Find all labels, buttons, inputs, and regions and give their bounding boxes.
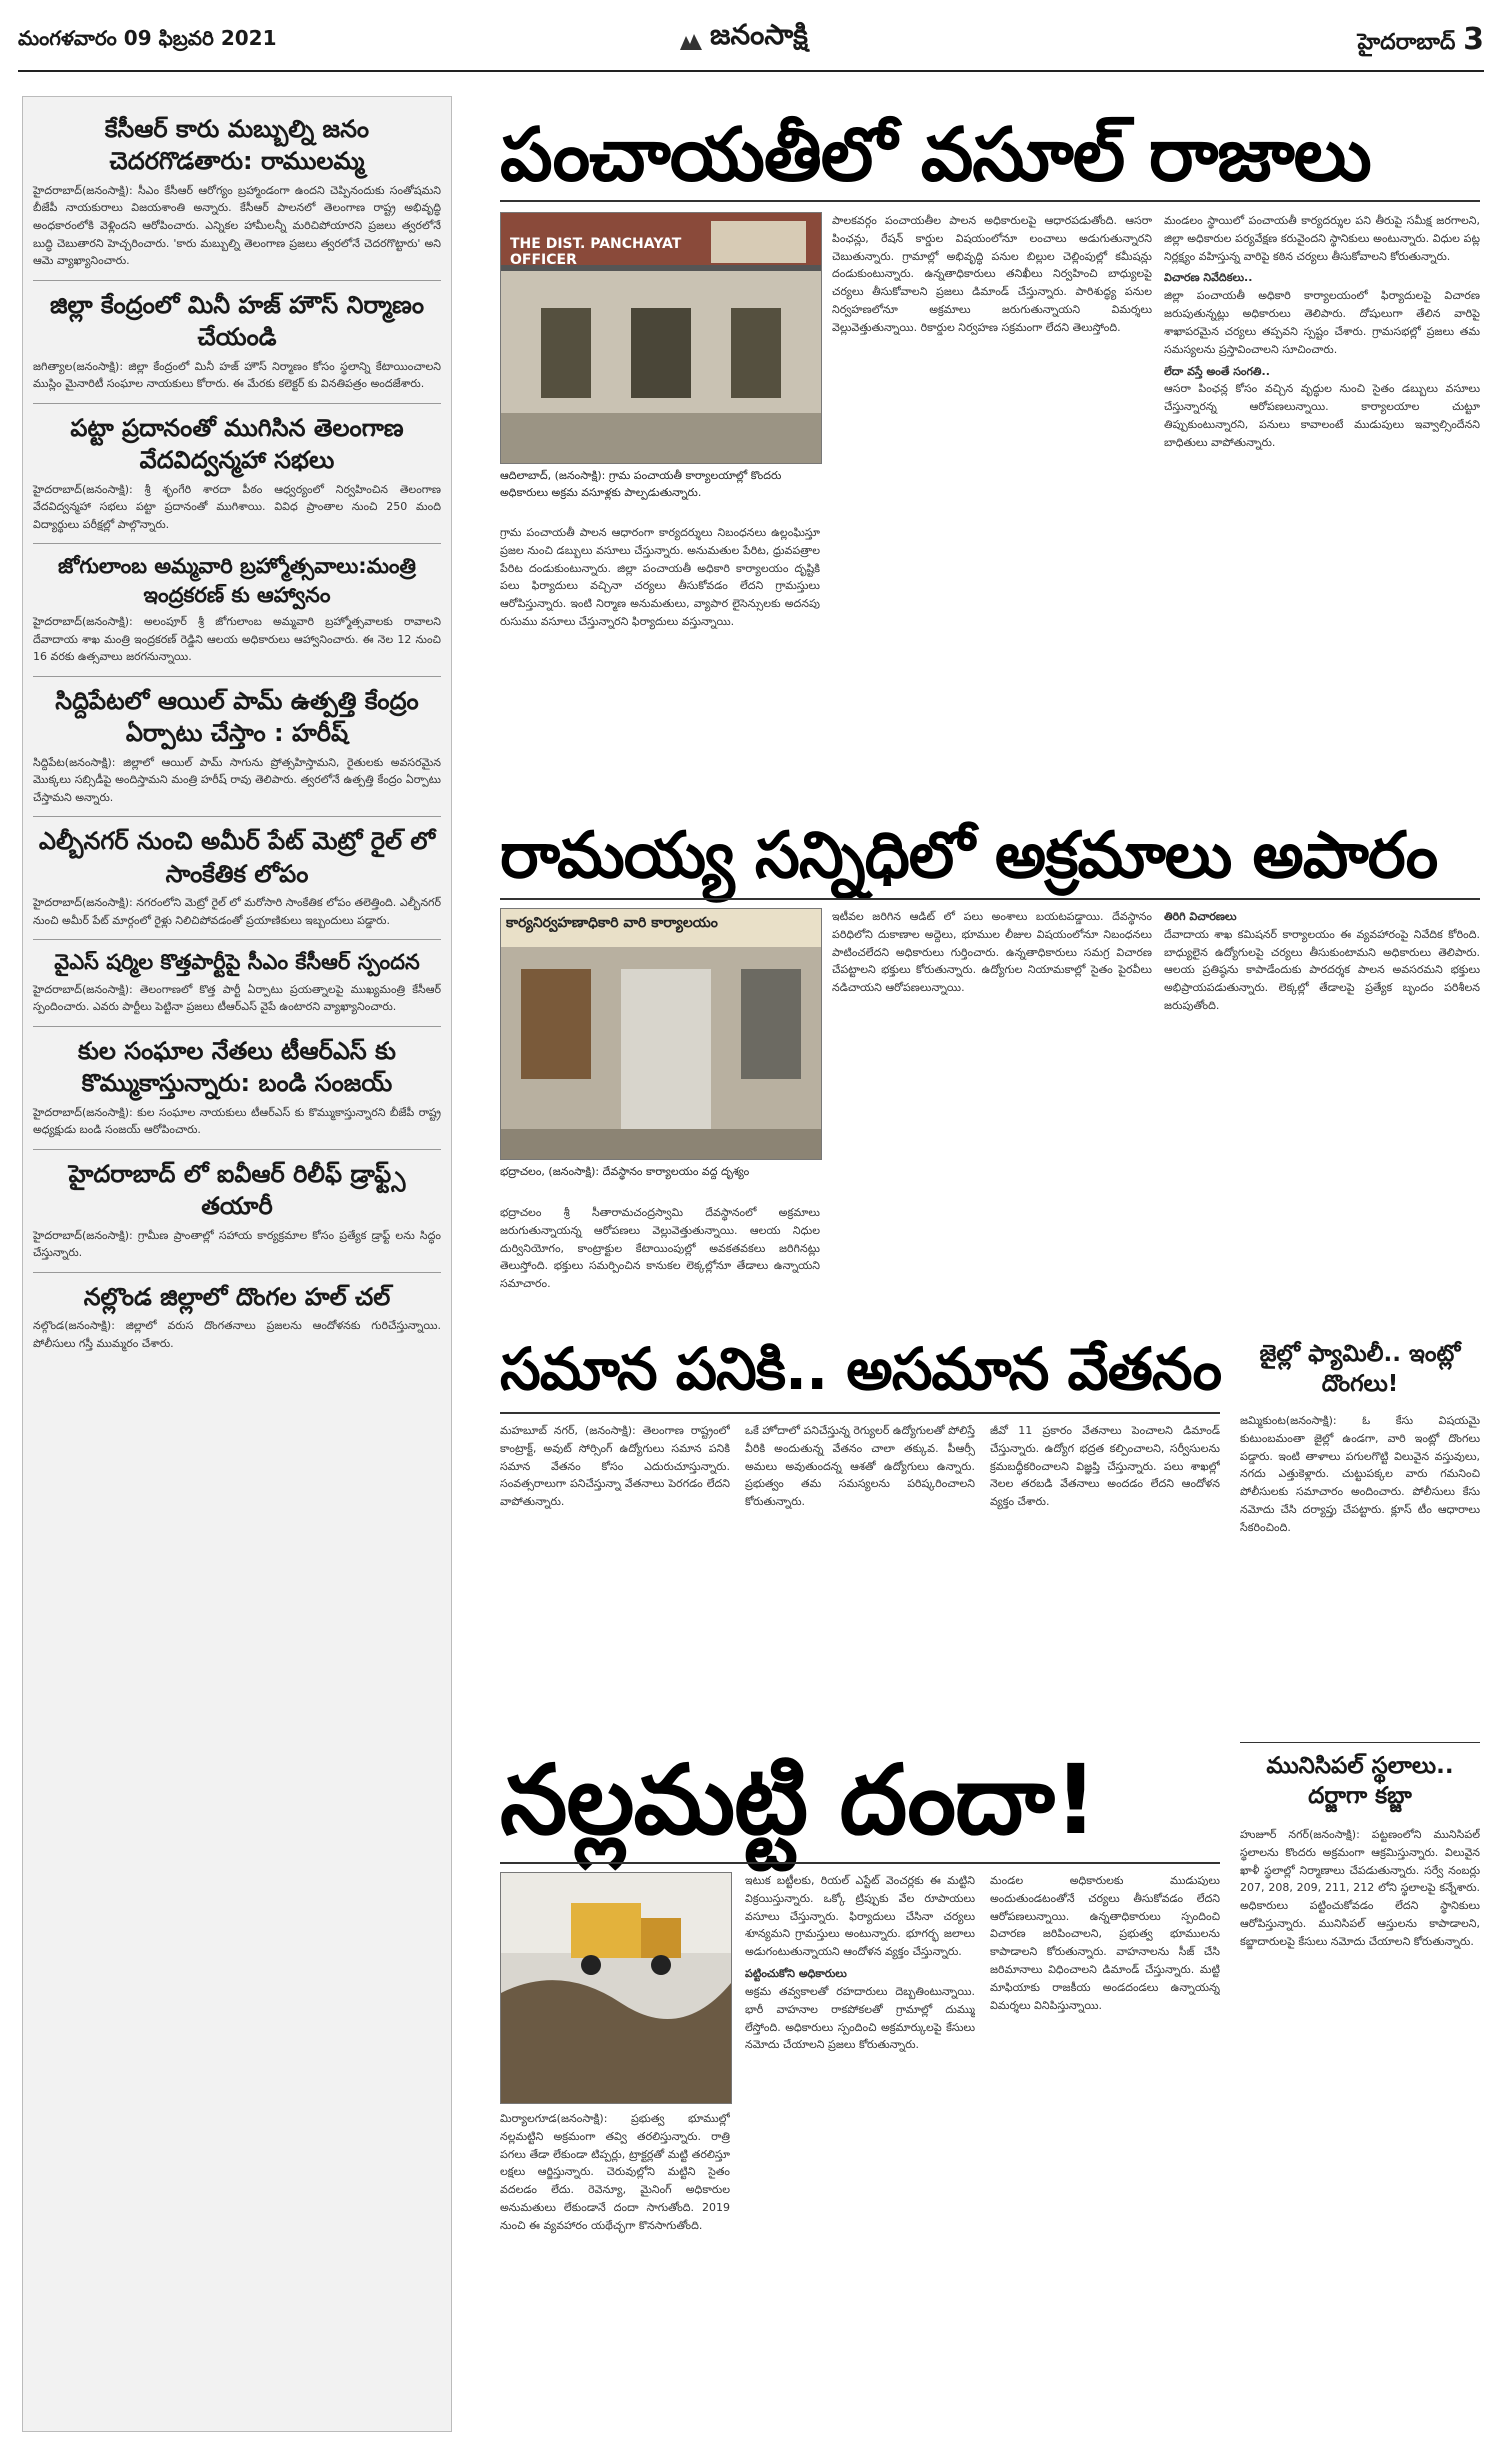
rule xyxy=(500,898,1480,900)
rule xyxy=(500,1862,1220,1864)
header-city-page xyxy=(1357,22,1484,60)
story5-text: హుజూర్ నగర్(జనంసాక్షి): పట్టణంలోని మునిసిపల్ స్థలాలను కొందరు అక్రమంగా ఆక్రమిస్తున్నారు. విలువైన ఖాళీ స్థలాల్లో నిర్మాణాలు చేపడుతున్నారు. సర్వే నంబర్లు 207, 208, 209, 211, 212 లోని స్థలాలపై కన్నేశారు. అధికారులు పట్టించుకోవడం లేదని స్థానికులు ఆరోపిస్తున్నారు. మునిసిపల్ ఆస్తులను కాపాడాలని, కబ్జాదారులపై కేసులు నమోదు చేయాలని కోరుతున్నారు. xyxy=(1240,1828,1480,1948)
story1-headline: పంచాయతీలో వసూల్ రాజాలు xyxy=(500,112,1371,198)
left-news-column xyxy=(22,96,452,2432)
left-text: హైదరాబాద్(జనంసాక్షి): గ్రామీణ ప్రాంతాల్లో సహాయ కార్యక్రమాల కోసం ప్రత్యేక డ్రాఫ్ట్ లను సిద్ధం చేస్తున్నారు. xyxy=(33,1228,441,1260)
story1-col3-text: మండలం స్థాయిలో పంచాయతీ కార్యదర్శుల పని తీరుపై సమీక్ష జరగాలని, జిల్లా అధికారుల పర్యవేక్షణ కరువైందని స్థానికులు అంటున్నారు. విధుల పట్ల నిర్లక్ష్యం వహిస్తున్న వారిపై కఠిన చర్యలు తీసుకోవాలని కోరుతున్నారు. xyxy=(1164,214,1480,263)
story6-photo xyxy=(500,1872,732,2104)
story1-subhead: విచారణ నివేదికలు.. xyxy=(1164,271,1253,285)
left-text: నల్గొండ(జనంసాక్షి): జిల్లాలో వరుస దొంగతనాలు ప్రజలను ఆందోళనకు గురిచేస్తున్నాయి. పోలీసులు గస్తీ ముమ్మరం చేశారు. xyxy=(33,1319,441,1350)
left-headline: వైఎస్ షర్మిల కొత్తపార్టీపై సీఎం కేసీఆర్ స్పందన xyxy=(54,950,420,975)
story5-headline: మునిసిపల్ స్థలాలు.. దర్జాగా కబ్జా xyxy=(1266,1753,1454,1809)
story1-col1: గ్రామ పంచాయతీ పాలన ఆధారంగా కార్యదర్శులు నిబంధనలు ఉల్లంఘిస్తూ ప్రజల నుంచి డబ్బులు వసూలు చేస్తున్నారు. అనుమతుల పేరిట, ధ్రువపత్రాల పేరిట దండుకుంటున్నారు. జిల్లా పంచాయతీ అధికారి కార్యాలయం దృష్టికి పలు ఫిర్యాదులు వచ్చినా చర్యలు తీసుకోవడం లేదని గ్రామస్తులు ఆరోపిస్తున్నారు. ఇంటి నిర్మాణ అనుమతులు, వ్యాపార లైసెన్సులకు అదనపు రుసుము వసూలు చేస్తున్నారని ఫిర్యాదులు వస్తున్నాయి. xyxy=(500,526,820,629)
truck-soil-image xyxy=(501,1873,731,2103)
story1-caption: ఆదిలాబాద్, (జనంసాక్షి): గ్రామ పంచాయతీ కార్యాలయాల్లో కొందరు అధికారులు అక్రమ వసూళ్లకు పాల్పడుతున్నారు. xyxy=(500,469,782,499)
story2-subhead: తిరిగి విచారణలు xyxy=(1164,910,1237,923)
left-headline: జోగులాంబ అమ్మవారి బ్రహ్మోత్సవాలు:మంత్రి ఇంద్రకరణ్ కు ఆహ్వానం xyxy=(58,554,416,607)
left-headline: నల్లొండ జిల్లాలో దొంగల హల్ చల్ xyxy=(83,1282,391,1311)
story6-col1: మిర్యాలగూడ(జనంసాక్షి): ప్రభుత్వ భూముల్లో నల్లమట్టిని అక్రమంగా తవ్వి తరలిస్తున్నారు. రాత్రి పగలు తేడా లేకుండా టిప్పర్లు, ట్రాక్టర్లతో మట్టి తరలిస్తూ లక్షలు ఆర్జిస్తున్నారు. చెరువుల్లోని మట్టిని సైతం వదలడం లేదు. రెవెన్యూ, మైనింగ్ అధికారుల అనుమతులు లేకుండానే దందా సాగుతోంది. 2019 నుంచి ఈ వ్యవహారం యథేచ్ఛగా కొనసాగుతోంది. xyxy=(500,2112,730,2232)
story4-text: జమ్మికుంట(జనంసాక్షి): ఓ కేసు విషయమై కుటుంబమంతా జైల్లో ఉండగా, వారి ఇంట్లో దొంగలు పడ్డారు. ఇంటి తాళాలు పగులగొట్టి విలువైన వస్తువులు, నగదు ఎత్తుకెళ్లారు. చుట్టుపక్కల వారు గమనించి పోలీసులకు సమాచారం అందించారు. పోలీసులు కేసు నమోదు చేసి దర్యాప్తు చేపట్టారు. క్లూస్ టీం ఆధారాలు సేకరించింది. xyxy=(1240,1414,1480,1534)
story2-col2: ఇటీవల జరిగిన ఆడిట్ లో పలు అంశాలు బయటపడ్డాయి. దేవస్థానం పరిధిలోని దుకాణాల అద్దెలు, భూముల లీజుల విషయంలోనూ నిబంధనలు పాటించలేదని అధికారులు గుర్తించారు. ఉన్నతాధికారులు సమగ్ర విచారణ చేపట్టాలని భక్తులు కోరుతున్నారు. ఉద్యోగుల నియామకాల్లో సైతం పైరవీలు నడిచాయని ఆరోపణలున్నాయి. xyxy=(832,910,1152,995)
photo-sign: కార్యనిర్వహణాధికారి వారి కార్యాలయం xyxy=(506,915,718,931)
header-date: మంగళవారం 09 ఫిబ్రవరి 2021 xyxy=(18,26,277,50)
divider xyxy=(33,676,441,677)
page-header xyxy=(18,0,1484,70)
photo-sign: THE DIST. PANCHAYAT OFFICER xyxy=(510,236,682,268)
left-headline: హైదరాబాద్ లో ఐవీఆర్ రిలీఫ్ డ్రాఫ్ట్స్ తయారీ xyxy=(68,1159,406,1221)
story6-col2-text: ఇటుక బట్టీలకు, రియల్ ఎస్టేట్ వెంచర్లకు ఈ మట్టిని విక్రయిస్తున్నారు. ఒక్కో ట్రిప్పుకు వేల రూపాయలు వసూలు చేస్తున్నారు. ఫిర్యాదులు చేసినా చర్యలు శూన్యమని గ్రామస్తులు అంటున్నారు. భూగర్భ జలాలు అడుగంటుతున్నాయని ఆందోళన వ్యక్తం చేస్తున్నారు. xyxy=(745,1874,975,1959)
divider xyxy=(33,403,441,404)
story1-subhead: లేదా వస్తే అంతే సంగతి.. xyxy=(1164,364,1270,378)
story3-headline: సమాన పనికి.. అసమాన వేతనం xyxy=(500,1335,1221,1403)
divider xyxy=(33,816,441,817)
story2-headline: రామయ్య సన్నిధిలో అక్రమాలు అపారం xyxy=(500,819,1438,893)
left-headline: కేసీఆర్ కారు మబ్బుల్ని జనం చెదరగొడతారు: రాములమ్మ xyxy=(104,115,370,176)
masthead xyxy=(678,18,808,58)
story2-col3 xyxy=(1164,908,1480,1328)
header-rule xyxy=(18,70,1484,72)
divider xyxy=(33,543,441,544)
divider xyxy=(33,1272,441,1273)
left-text: హైదరాబాద్(జనంసాక్షి): అలంపూర్ శ్రీ జోగులాంబ అమ్మవారి బ్రహ్మోత్సవాలకు రావాలని దేవాదాయ శాఖ మంత్రి ఇంద్రకరణ్ రెడ్డిని ఆలయ అధికారులు ఆహ్వానించారు. ఈ నెల 12 నుంచి 16 వరకు ఉత్సవాలు జరగనున్నాయి. xyxy=(33,614,441,664)
header-city: హైదరాబాద్ xyxy=(1357,30,1456,55)
story6-col2 xyxy=(745,1872,975,2430)
temple-office-image xyxy=(501,909,821,1159)
rule xyxy=(1240,1742,1480,1743)
divider xyxy=(33,939,441,940)
left-text: హైదరాబాద్(జనంసాక్షి): శ్రీ శృంగేరి శారదా పీఠం ఆధ్వర్యంలో నిర్వహించిన తెలంగాణ వేదవిద్వన్మహా సభలు పట్టా ప్రదానంతో ముగిశాయి. వివిధ ప్రాంతాల నుంచి 250 మంది విద్యార్థులు పరీక్షల్లో పాల్గొన్నారు. xyxy=(33,482,441,531)
story2-caption: భద్రాచలం, (జనంసాక్షి): దేవస్థానం కార్యాలయం వద్ద దృశ్యం xyxy=(500,1165,750,1178)
left-text: సిద్దిపేట(జనంసాక్షి): జిల్లాలో ఆయిల్ పామ్ సాగును ప్రోత్సహిస్తామని, రైతులకు అవసరమైన మొక్కలు సబ్సిడీపై అందిస్తామని మంత్రి హరీష్ రావు తెలిపారు. త్వరలోనే ఉత్పత్తి కేంద్రం ఏర్పాటు చేస్తామని అన్నారు. xyxy=(33,755,441,804)
left-text: హైదరాబాద్(జనంసాక్షి): సీఎం కేసీఆర్ ఆరోగ్యం బ్రహ్మాండంగా ఉందని చెప్పినందుకు సంతోషమని బీజేపీ నాయకురాలు విజయశాంతి అన్నారు. కేసీఆర్ పాలనలో తెలంగాణ రాష్ట్ర అభివృద్ధి అంధకారంలోకి వెళ్లిందని ఆరోపించారు. ఎన్నికల హామీలన్నీ మరిచిపోయారని ప్రజలు త్వరలోనే బుద్ధి చెబుతారని హెచ్చరించారు. 'కారు మబ్బుల్ని తెలంగాణ ప్రజలు త్వరలోనే చెదరగొట్టారు' అని ఆమె వ్యాఖ్యానించారు. xyxy=(33,183,441,268)
story6-subhead: పట్టించుకోని అధికారులు xyxy=(745,1967,847,1981)
left-headline: ఎల్బీనగర్ నుంచి అమీర్ పేట్ మెట్రో రైల్ లో సాంకేతిక లోపం xyxy=(38,827,436,888)
story1-col3-text: ఆసరా పింఛన్ల కోసం వచ్చిన వృద్ధుల నుంచి సైతం డబ్బులు వసూలు చేస్తున్నారన్న ఆరోపణలున్నాయి. కార్యాలయాల చుట్టూ తిప్పుకుంటున్నారని, పనులు కావాలంటే ముడుపులు ఇవ్వాల్సిందేనని బాధితులు వాపోతున్నారు. xyxy=(1164,382,1480,449)
story3-col3: జీవో 11 ప్రకారం వేతనాలు పెంచాలని డిమాండ్ చేస్తున్నారు. ఉద్యోగ భద్రత కల్పించాలని, సర్వీసులను క్రమబద్ధీకరించాలని విజ్ఞప్తి చేస్తున్నారు. పలు శాఖల్లో నెలల తరబడి వేతనాలు అందడం లేదని ఆందోళన వ్యక్తం చేశారు. xyxy=(990,1424,1220,1509)
story1-col3-text: జిల్లా పంచాయతీ అధికారి కార్యాలయంలో ఫిర్యాదులపై విచారణ జరుపుతున్నట్లు అధికారులు తెలిపారు. దోషులుగా తేలిన వారిపై శాఖాపరమైన చర్యలు తప్పవని స్పష్టం చేశారు. గ్రామసభల్లో ప్రజలు తమ సమస్యలను ప్రస్తావించాలని సూచించారు. xyxy=(1164,289,1480,356)
left-headline: పట్టా ప్రదానంతో ముగిసిన తెలంగాణ వేదవిద్వన్మహా సభలు xyxy=(70,413,404,475)
masthead-logo-icon xyxy=(678,26,704,46)
left-text: హైదరాబాద్(జనంసాక్షి): తెలంగాణలో కొత్త పార్టీ ఏర్పాటు ప్రయత్నాలపై ముఖ్యమంత్రి కేసీఆర్ స్పందించారు. ఎవరు పార్టీలు పెట్టినా ప్రజలు టీఆర్ఎస్ వైపే ఉంటారని వ్యాఖ్యానించారు. xyxy=(33,982,441,1014)
story2-col1: భద్రాచలం శ్రీ సీతారామచంద్రస్వామి దేవస్థానంలో అక్రమాలు జరుగుతున్నాయన్న ఆరోపణలు వెల్లువెత్తుతున్నాయి. ఆలయ నిధుల దుర్వినియోగం, కాంట్రాక్టుల కేటాయింపుల్లో అవకతవకలు జరిగినట్లు తెలుస్తోంది. భక్తులు సమర్పించిన కానుకల లెక్కల్లోనూ తేడాలు ఉన్నాయని సమాచారం. xyxy=(500,1206,820,1291)
divider xyxy=(33,280,441,281)
left-headline: కుల సంఘాల నేతలు టీఆర్ఎస్ కు కొమ్ముకాస్తున్నారు: బండి సంజయ్ xyxy=(78,1036,396,1098)
page-number: 3 xyxy=(1463,22,1484,57)
story2-photo xyxy=(500,908,822,1160)
story6-col2-text: అక్రమ తవ్వకాలతో రహదారులు దెబ్బతింటున్నాయి. భారీ వాహనాల రాకపోకలతో గ్రామాల్లో దుమ్ము లేస్తోంది. అధికారులు స్పందించి అక్రమార్కులపై కేసులు నమోదు చేయాలని ప్రజలు కోరుతున్నారు. xyxy=(745,1984,975,2052)
story6-headline: నల్లమట్టి దందా! xyxy=(500,1744,1097,1856)
masthead-text: జనంసాక్షి xyxy=(710,18,808,51)
story3-col2: ఒకే హోదాలో పనిచేస్తున్న రెగ్యులర్ ఉద్యోగులతో పోలిస్తే వీరికి అందుతున్న వేతనం చాలా తక్కువ. పీఆర్సీ అమలు అవుతుందన్న ఆశతో ఉద్యోగులు ఉన్నారు. ప్రభుత్వం తమ సమస్యలను పరిష్కరించాలని కోరుతున్నారు. xyxy=(745,1424,975,1509)
rule xyxy=(500,200,1480,202)
story2-col3-text: దేవాదాయ శాఖ కమిషనర్ కార్యాలయం ఈ వ్యవహారంపై నివేదిక కోరింది. బాధ్యులైన ఉద్యోగులపై చర్యలు తీసుకుంటామని అధికారులు తెలిపారు. ఆలయ ప్రతిష్ఠను కాపాడేందుకు పారదర్శక పాలన అవసరమని భక్తులు అభిప్రాయపడుతున్నారు. లెక్కల్లో తేడాలపై ప్రత్యేక బృందం పరిశీలన జరుపుతోంది. xyxy=(1164,927,1480,1013)
rule xyxy=(500,1412,1220,1414)
story1-col2: పాలకవర్గం పంచాయతీల పాలన అధికారులపై ఆధారపడుతోంది. ఆసరా పింఛన్లు, రేషన్ కార్డుల విషయంలోనూ లంచాలు అడుగుతున్నారని చెబుతున్నారు. గ్రామాల్లో అభివృద్ధి పనుల బిల్లుల చెల్లింపుల్లో కమీషన్లు దండుకుంటున్నారు. ఉన్నతాధికారులు తనిఖీలు నిర్వహించి బాధ్యులపై చర్యలు తీసుకోవాలని ప్రజలు డిమాండ్ చేస్తున్నారు. పారిశుద్ధ్య పనుల నిర్వహణలోనూ అక్రమాలు జరుగుతున్నాయని విమర్శలు వెల్లువెత్తుతున్నాయి. రికార్డుల నిర్వహణ సక్రమంగా లేదని తెలుస్తోంది. xyxy=(832,214,1152,334)
left-text: హైదరాబాద్(జనంసాక్షి): కుల సంఘాల నాయకులు టీఆర్ఎస్ కు కొమ్ముకాస్తున్నారని బీజేపీ రాష్ట్ర అధ్యక్షుడు బండి సంజయ్ ఆరోపించారు. xyxy=(33,1105,441,1137)
divider xyxy=(33,1149,441,1150)
divider xyxy=(33,1026,441,1027)
left-text: జగిత్యాల(జనంసాక్షి): జిల్లా కేంద్రంలో మినీ హజ్ హౌస్ నిర్మాణం కోసం స్థలాన్ని కేటాయించాలని ముస్లిం మైనారిటీ సంఘాల నాయకులు కోరారు. ఈ మేరకు కలెక్టర్ కు వినతిపత్రం అందజేశారు. xyxy=(33,359,441,391)
story4-headline: జైల్లో ఫ్యామిలీ.. ఇంట్లో దొంగలు! xyxy=(1259,1341,1461,1397)
story3-col1: మహబూబ్ నగర్, (జనంసాక్షి): తెలంగాణ రాష్ట్రంలో కాంట్రాక్ట్, అవుట్ సోర్సింగ్ ఉద్యోగులు సమాన పనికి సమాన వేతనం కోసం ఎదురుచూస్తున్నారు. సంవత్సరాలుగా పనిచేస్తున్నా వేతనాలు పెరగడం లేదని వాపోతున్నారు. xyxy=(500,1424,730,1509)
left-text: హైదరాబాద్(జనంసాక్షి): నగరంలోని మెట్రో రైల్ లో మరోసారి సాంకేతిక లోపం తలెత్తింది. ఎల్బీనగర్ నుంచి అమీర్ పేట్ మార్గంలో రైళ్లు నిలిచిపోవడంతో ప్రయాణికులు ఇబ్బందులు పడ్డారు. xyxy=(33,896,441,927)
story1-col3 xyxy=(1164,212,1480,802)
left-headline: సిద్దిపేటలో ఆయిల్ పామ్ ఉత్పత్తి కేంద్రం ఏర్పాటు చేస్తాం : హరీష్ xyxy=(55,686,419,748)
left-headline: జిల్లా కేంద్రంలో మినీ హజ్ హౌస్ నిర్మాణం చేయండి xyxy=(49,290,425,352)
story6-col3: మండల అధికారులకు ముడుపులు అందుతుండటంతోనే చర్యలు తీసుకోవడం లేదని ఆరోపణలున్నాయి. ఉన్నతాధికారులు స్పందించి విచారణ జరిపించాలని, ప్రభుత్వ భూములను కాపాడాలని కోరుతున్నారు. వాహనాలను సీజ్ చేసి జరిమానాలు విధించాలని డిమాండ్ చేస్తున్నారు. మట్టి మాఫియాకు రాజకీయ అండదండలు ఉన్నాయన్న విమర్శలు వినిపిస్తున్నాయి. xyxy=(990,1874,1220,2012)
